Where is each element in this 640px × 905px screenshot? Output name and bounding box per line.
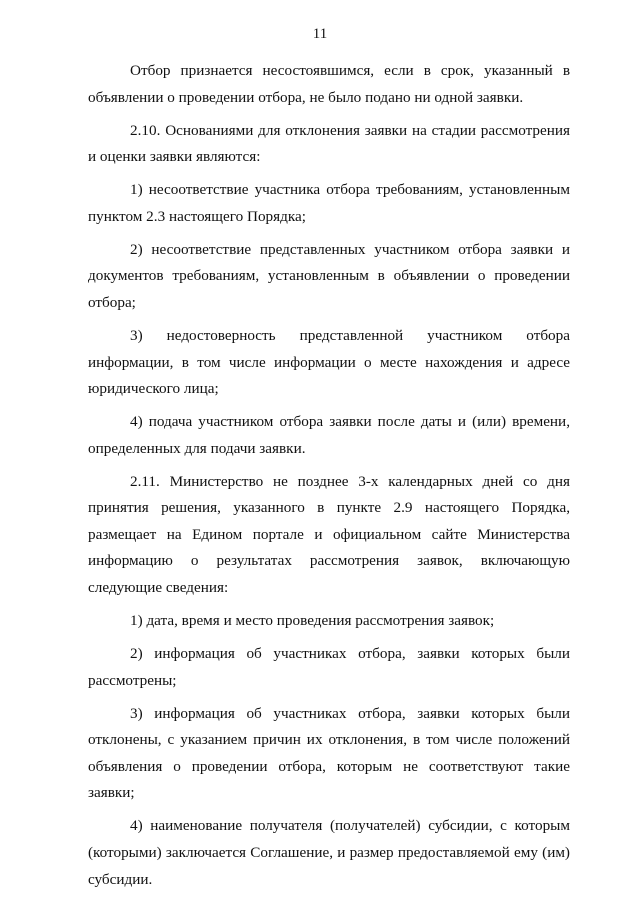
paragraph-2-11-item-1: 1) дата, время и место проведения рассмотрения заявок;	[130, 612, 495, 630]
document-body	[88, 58, 570, 893]
paragraph-2-11-item-2: 2) информация об участниках отбора, заявки которых были рассмотрены;	[88, 645, 570, 689]
paragraph-2-10-item-1: 1) несоответствие участника отбора требованиям, установленным пунктом 2.3 настоящего Порядка;	[88, 181, 570, 225]
page-number: 11	[312, 26, 328, 42]
paragraph-2-10-item-4: 4) подача участником отбора заявки после даты и (или) времени, определенных для подачи заявки.	[88, 413, 570, 457]
paragraph-2-10-item-2: 2) несоответствие представленных участником отбора заявки и документов требованиям, установленным в объявлении о проведении отбора;	[88, 240, 570, 311]
paragraph-2-10-heading: 2.10. Основаниями для отклонения заявки на стадии рассмотрения и оценки заявки являются:	[88, 121, 570, 166]
paragraph-tender-failed: Отбор признается несостоявшимся, если в срок, указанный в объявлении о проведении отбора, не было подано ни одной заявки.	[88, 62, 570, 106]
paragraph-2-10-item-3: 3) недостоверность представленной участником отбора информации, в том числе информации о месте нахождения и адресе юридического лица;	[88, 326, 570, 398]
paragraph-2-11-item-4: 4) наименование получателя (получателей) субсидии, с которым (которыми) заключается Соглашение, и размер предоставляемой ему (им) субсидии.	[88, 817, 570, 888]
paragraph-2-11-item-3: 3) информация об участниках отбора, заявки которых были отклонены, с указанием причин их отклонения, в том числе положений объявления о проведении отбора, которым не соответствуют такие заявки;	[88, 704, 570, 802]
paragraph-2-11-heading: 2.11. Министерство не позднее 3-х календарных дней со дня принятия решения, указанного в пункте 2.9 настоящего Порядка, размещает на Едином портале и официальном сайте Министерства информацию о результатах рассмотрения заявок, включающую следующие сведения:	[88, 472, 570, 597]
